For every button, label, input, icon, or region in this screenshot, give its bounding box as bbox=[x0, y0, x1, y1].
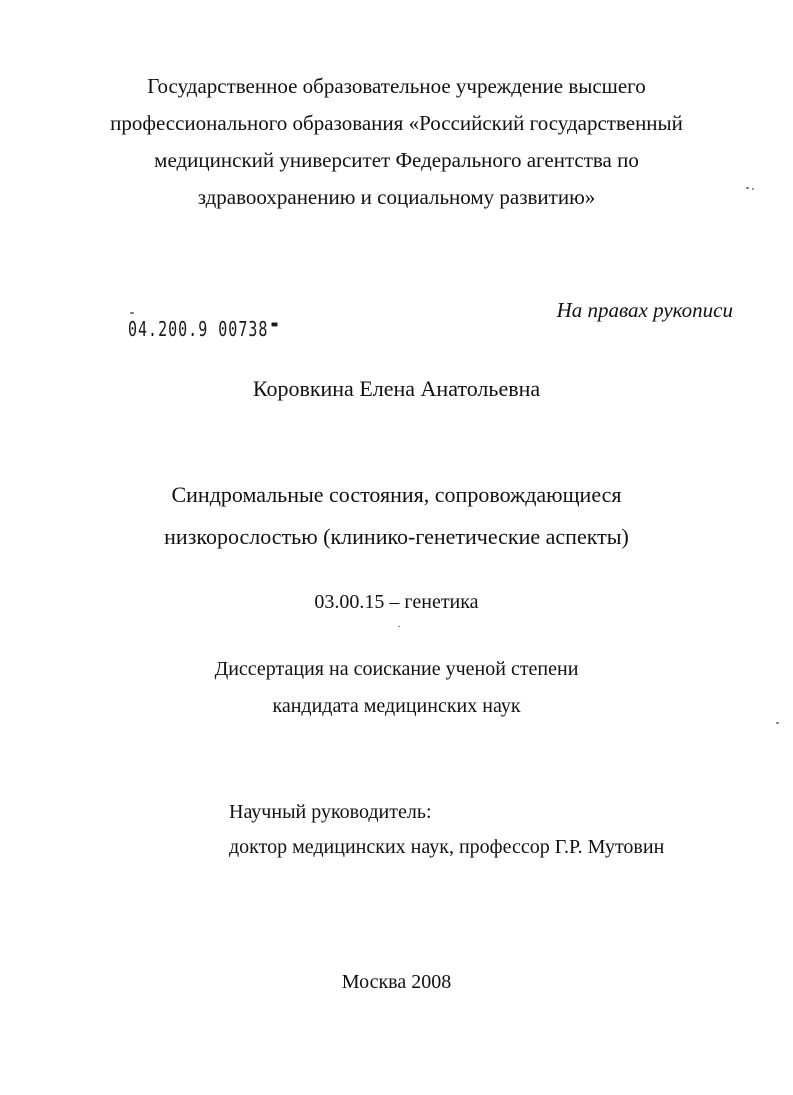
registry-number bbox=[128, 317, 278, 341]
supervisor-name: доктор медицинских наук, профессор Г.Р. Мутовин bbox=[229, 836, 665, 858]
scan-speck bbox=[130, 312, 134, 314]
specialty-code: 03.00.15 – генетика bbox=[314, 591, 479, 613]
institution-line-1: Государственное образовательное учреждение высшего bbox=[147, 74, 646, 98]
manuscript-rights-note: На правах рукописи bbox=[556, 298, 733, 322]
institution-line-2: профессионального образования «Российский государственный bbox=[110, 111, 683, 135]
registry-stamp-mark: ▬ bbox=[271, 317, 279, 332]
degree-line-2: кандидата медицинских наук bbox=[272, 695, 521, 717]
author-name: Коровкина Елена Анатольевна bbox=[252, 376, 541, 401]
title-line-1: Синдромальные состояния, сопровождающиеся bbox=[171, 482, 622, 507]
scan-speck bbox=[746, 187, 749, 189]
institution-line-4: здравоохранению и социальному развитию» bbox=[197, 185, 596, 209]
scan-speck bbox=[752, 188, 754, 190]
scan-speck bbox=[776, 722, 779, 724]
registry-number-text: 04.200.9 00738 bbox=[128, 317, 269, 342]
title-line-2: низкорослостью (клинико-генетические аспекты) bbox=[164, 524, 629, 549]
supervisor-label: Научный руководитель: bbox=[229, 801, 432, 823]
degree-line-1: Диссертация на соискание ученой степени bbox=[214, 658, 579, 680]
scan-speck bbox=[398, 626, 400, 627]
institution-line-3: медицинский университет Федерального агентства по bbox=[154, 148, 639, 172]
city-year: Москва 2008 bbox=[341, 971, 452, 993]
